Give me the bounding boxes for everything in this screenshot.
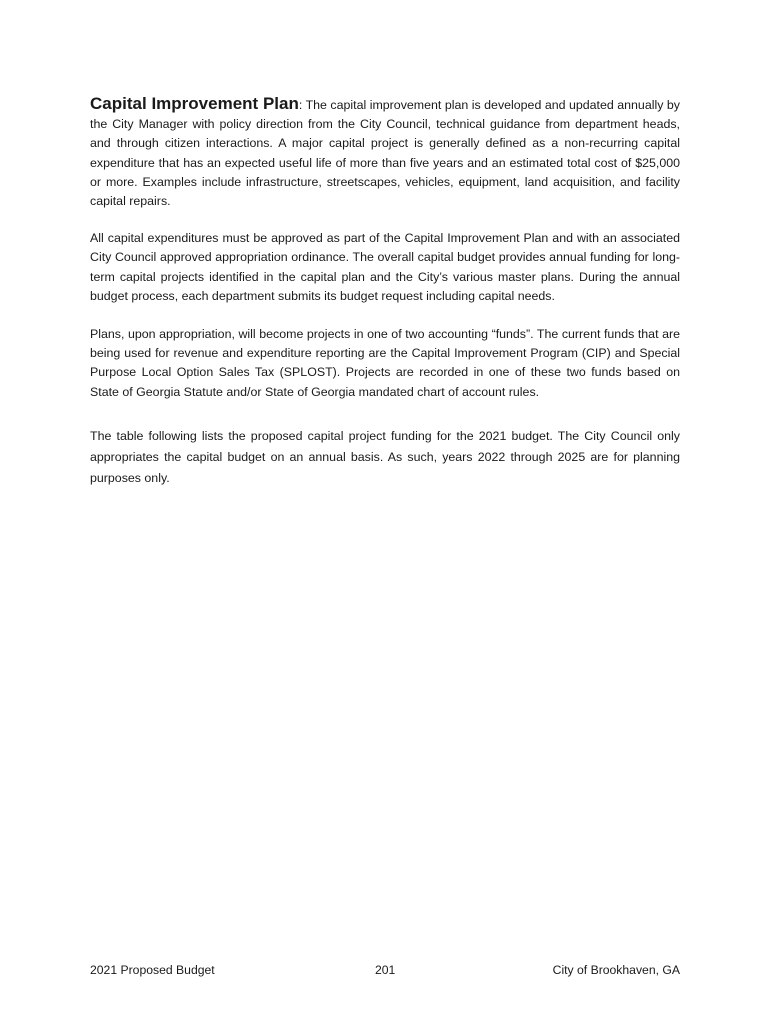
- footer-budget-title: 2021 Proposed Budget: [90, 963, 215, 977]
- paragraph-table-intro: The table following lists the proposed capital project funding for the 2021 budget. The City Council only appropriates the capital budget on an annual basis. As such, years 2022 through 2025 are for planning purposes only.: [90, 428, 680, 485]
- page-content: [90, 94, 680, 508]
- paragraph-capital-improvement-plan: [90, 94, 680, 211]
- footer-city-name: City of Brookhaven, GA: [552, 963, 680, 977]
- paragraph-capital-expenditures: All capital expenditures must be approved as part of the Capital Improvement Plan and with an associated City Council approved appropriation ordinance. The overall capital budget provides annual funding for long-term capital projects identified in the capital plan and the City’s various master plans. During the annual budget process, each department submits its budget request including capital needs.: [90, 231, 680, 303]
- heading-colon: :: [298, 98, 303, 112]
- paragraph-accounting-funds: Plans, upon appropriation, will become projects in one of two accounting “funds”. The current funds that are being used for revenue and expenditure reporting are the Capital Improvement Program (CIP) and Special Purpose Local Option Sales Tax (SPLOST). Projects are recorded in one of these two funds based on State of Georgia Statute and/or State of Georgia mandated chart of account rules.: [90, 327, 680, 399]
- page-footer: [90, 961, 680, 979]
- footer-page-number: 201: [375, 963, 396, 977]
- paragraph-1-text: The capital improvement plan is developed and updated annually by the City Manager with policy direction from the City Council, technical guidance from department heads, and through citizen interactions. A major capital project is generally defined as a non-recurring capital expenditure that has an expected useful life of more than five years and an estimated total cost of $25,000 or more. Examples include infrastructure, streetscapes, vehicles, equipment, land acquisition, and facility capital repairs.: [90, 98, 680, 209]
- section-heading: Capital Improvement Plan: [90, 94, 299, 113]
